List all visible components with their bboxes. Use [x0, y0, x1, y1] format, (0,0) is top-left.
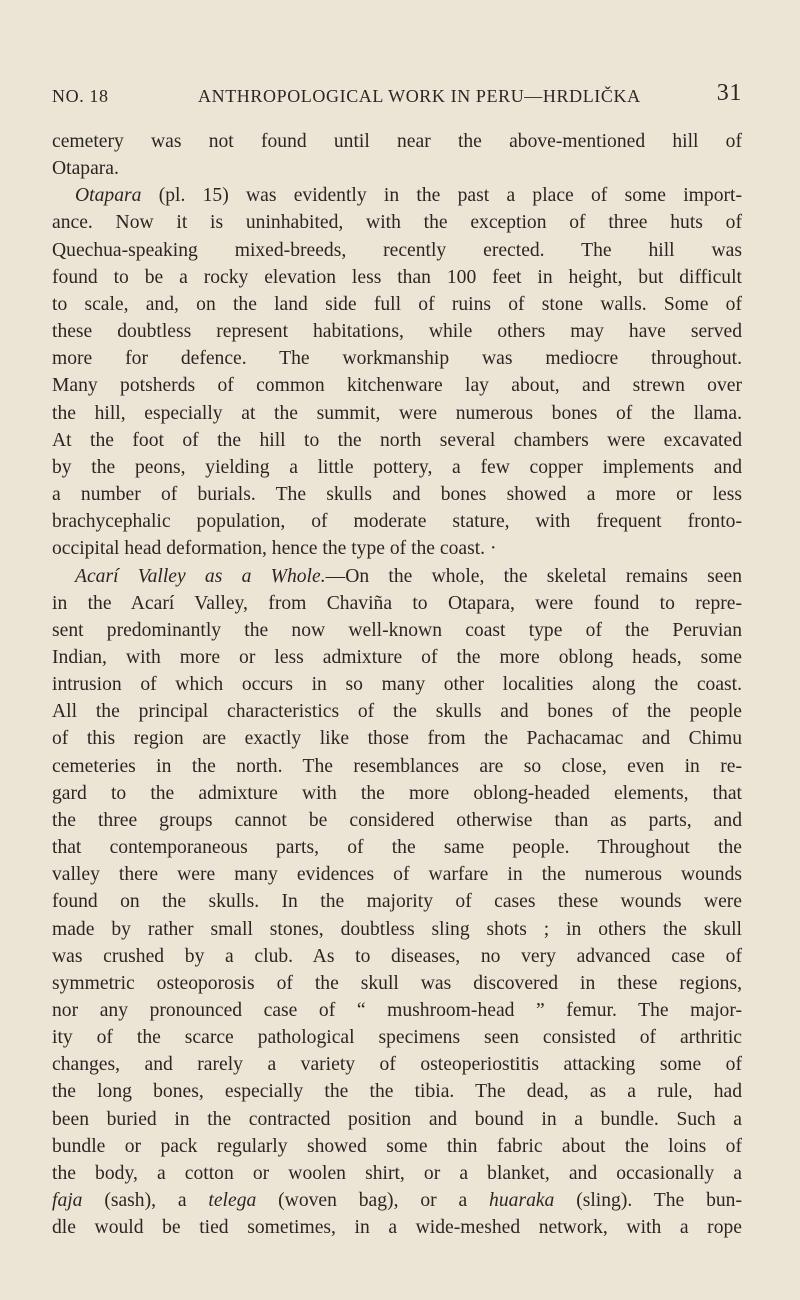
text-line: ance. Now it is uninhabited, with the exception of three huts of	[52, 212, 742, 234]
text-line: made by rather small stones, doubtless sling shots ; in others the skull	[52, 918, 742, 940]
text-line: sent predominantly the now well-known coast type of the Peruvian	[52, 619, 742, 641]
text-line: gard to the admixture with the more oblong-headed elements, that	[52, 782, 742, 804]
term-faja: faja	[52, 1190, 83, 1212]
text-line: valley there were many evidences of warfare in the numerous wounds	[52, 864, 742, 886]
text-line: a number of burials. The skulls and bones showed a more or less	[52, 484, 742, 506]
text-line: nor any pronounced case of “ mushroom-head ” femur. The major-	[52, 1000, 742, 1021]
text-line: intrusion of which occurs in so many other localities along the coast.	[52, 674, 742, 696]
text-line: was crushed by a club. As to diseases, no very advanced case of	[52, 945, 742, 967]
text-line: ity of the scarce pathological specimens seen consisted of arthritic	[52, 1027, 742, 1049]
text-fragment: —On the whole, the skeletal remains seen	[325, 565, 742, 587]
running-head	[52, 80, 742, 114]
text-fragment: (sling). The bun-	[554, 1190, 742, 1212]
text-line: Indian, with more or less admixture of the more oblong heads, some	[52, 646, 742, 668]
text-line: At the foot of the hill to the north several chambers were excavated	[52, 429, 742, 451]
text-line: found to be a rocky elevation less than 100 feet in height, but difficult	[52, 266, 742, 288]
text-line: Otapara.	[52, 158, 119, 180]
text-line: to scale, and, on the land side full of ruins of stone walls. Some of	[52, 293, 742, 315]
text-line: changes, and rarely a variety of osteoperiostitis attacking some of	[52, 1054, 742, 1076]
text-line: All the principal characteristics of the skulls and bones of the people	[52, 701, 742, 723]
text-line: occipital head deformation, hence the type of the coast. ·	[52, 538, 497, 560]
text-line: cemeteries in the north. The resemblances are so close, even in re-	[52, 755, 742, 777]
text-line: Many potsherds of common kitchenware lay about, and strewn over	[52, 375, 742, 397]
page-number: 31	[716, 80, 742, 106]
text-line	[52, 182, 742, 209]
text-line: in the Acarí Valley, from Chaviña to Otapara, were found to repre-	[52, 592, 742, 614]
text-line: been buried in the contracted position and bound in a bundle. Such a	[52, 1108, 742, 1130]
text-fragment: (woven bag), or a	[256, 1190, 490, 1212]
text-line: the three groups cannot be considered otherwise than as parts, and	[52, 809, 742, 831]
series-number: NO. 18	[52, 86, 109, 106]
term-huaraka: huaraka	[489, 1190, 555, 1212]
section-title-acari-valley: Acarí Valley as a Whole.	[75, 565, 326, 587]
text-fragment: (pl. 15) was evidently in the past a place of some import-	[141, 185, 742, 207]
text-line: that contemporaneous parts, of the same people. Throughout the	[52, 837, 742, 859]
text-line	[52, 1187, 742, 1214]
section-title-otapara: Otapara	[75, 185, 142, 207]
running-title: ANTHROPOLOGICAL WORK IN PERU—HRDLIČKA	[198, 86, 641, 106]
paragraph-cemetery	[52, 128, 742, 182]
text-line: Quechua-speaking mixed-breeds, recently erected. The hill was	[52, 239, 742, 261]
text-line: cemetery was not found until near the above-mentioned hill of	[52, 131, 742, 152]
text-line: found on the skulls. In the majority of cases these wounds were	[52, 891, 742, 913]
text-line: of this region are exactly like those from the Pachacamac and Chimu	[52, 728, 742, 750]
text-line: the long bones, especially the the tibia. The dead, as a rule, had	[52, 1081, 742, 1103]
term-telega: telega	[208, 1190, 257, 1212]
text-line: more for defence. The workmanship was mediocre throughout.	[52, 348, 742, 370]
paragraph-acari-valley	[52, 563, 742, 1242]
paragraph-otapara	[52, 182, 742, 562]
text-line: brachycephalic population, of moderate stature, with frequent fronto-	[52, 511, 742, 533]
text-fragment: (sash), a	[82, 1190, 209, 1212]
text-line: these doubtless represent habitations, while others may have served	[52, 321, 742, 343]
text-line: the hill, especially at the summit, were numerous bones of the llama.	[52, 402, 742, 424]
text-line: dle would be tied sometimes, in a wide-meshed network, with a rope	[52, 1217, 742, 1239]
text-line: by the peons, yielding a little pottery, a few copper implements and	[52, 456, 742, 478]
text-line: symmetric osteoporosis of the skull was discovered in these regions,	[52, 972, 742, 994]
text-line: the body, a cotton or woolen shirt, or a blanket, and occasionally a	[52, 1162, 742, 1184]
text-line: bundle or pack regularly showed some thin fabric about the loins of	[52, 1135, 742, 1157]
text-line	[52, 563, 742, 590]
body-text	[52, 128, 742, 1241]
